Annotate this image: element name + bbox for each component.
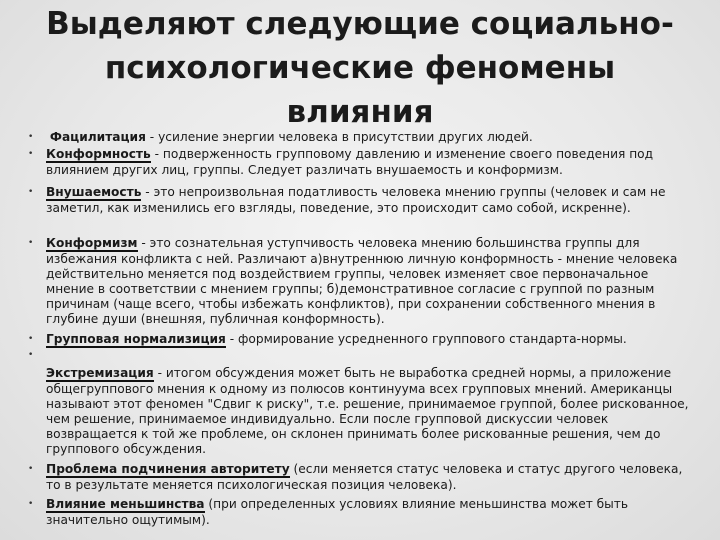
item-description: - итогом обсуждения может быть не выработка средней нормы, а приложение общегруппового мнения к одному из полюсов континуума всех групповых мнений. Американцы называют этот феномен "Сдвиг к риску", т.е. решение, принимаемое группой, более рискованное, чем решение, принимаемое индивидуально. Если после групповой дискуссии человек возвращается к той же проблеме, он склонен принимать более рискованные решения, чем до группового обсуждения. [46, 366, 689, 457]
item-term: Конформизм [46, 236, 138, 250]
bullet: • [28, 350, 34, 360]
item-description: - формирование усредненного группового стандарта-нормы. [225, 332, 627, 346]
item-description: - усиление энергии человека в присутствии других людей. [145, 130, 533, 144]
item-term: Влияние меньшинства [46, 497, 205, 511]
item-term: Внушаемость [46, 185, 142, 199]
bullet: • [28, 334, 34, 344]
bullet: • [28, 499, 34, 509]
title-line-2: психологические феномены [104, 50, 616, 86]
item-description: (если меняется статус человека и статус другого человека, то в результате меняется психологическая позиция человека). [46, 462, 683, 492]
bullet: • [28, 187, 34, 197]
bullet: • [28, 238, 34, 248]
item-description: - это сознательная уступчивость человека мнению большинства группы для избежания конфликта с ней. Различают а)внутреннюю личную конформность - мнение человека действительно меняется под воздействием группы, человек изменяет свое первоначальное мнение в соответствии с мнением группы; б)демонстративное согласие с группой по разным причинам (чаще всего, чтобы избежать конфликтов), при сохранении собственного мнения в глубине души (внешняя, публичная конформность). [46, 236, 678, 327]
item-term: Конформность [46, 147, 151, 161]
title-line-3: влияния [286, 94, 434, 130]
title-line-1: Выделяют следующие социально- [46, 6, 674, 42]
item-description: - это непроизвольная податливость человека мнению группы (человек и сам не заметил, как изменились его взгляды, поведение, это происходит само собой, искренне). [46, 185, 666, 215]
item-term: Проблема подчинения авторитету [46, 462, 290, 476]
bullet: • [28, 149, 34, 159]
item-term: Экстремизация [46, 366, 154, 380]
bullet: • [28, 464, 34, 474]
item-term: Групповая нормализиция [46, 332, 226, 346]
bullet: • [28, 132, 34, 142]
item-description: (при определенных условиях влияние меньшинства может быть значительно ощутимым). [46, 497, 629, 527]
item-term: Фацилитация [49, 130, 146, 144]
item-description: - подверженность групповому давлению и изменение своего поведения под влиянием других лиц, группы. Следует различать внушаемость и конформизм. [46, 147, 654, 177]
